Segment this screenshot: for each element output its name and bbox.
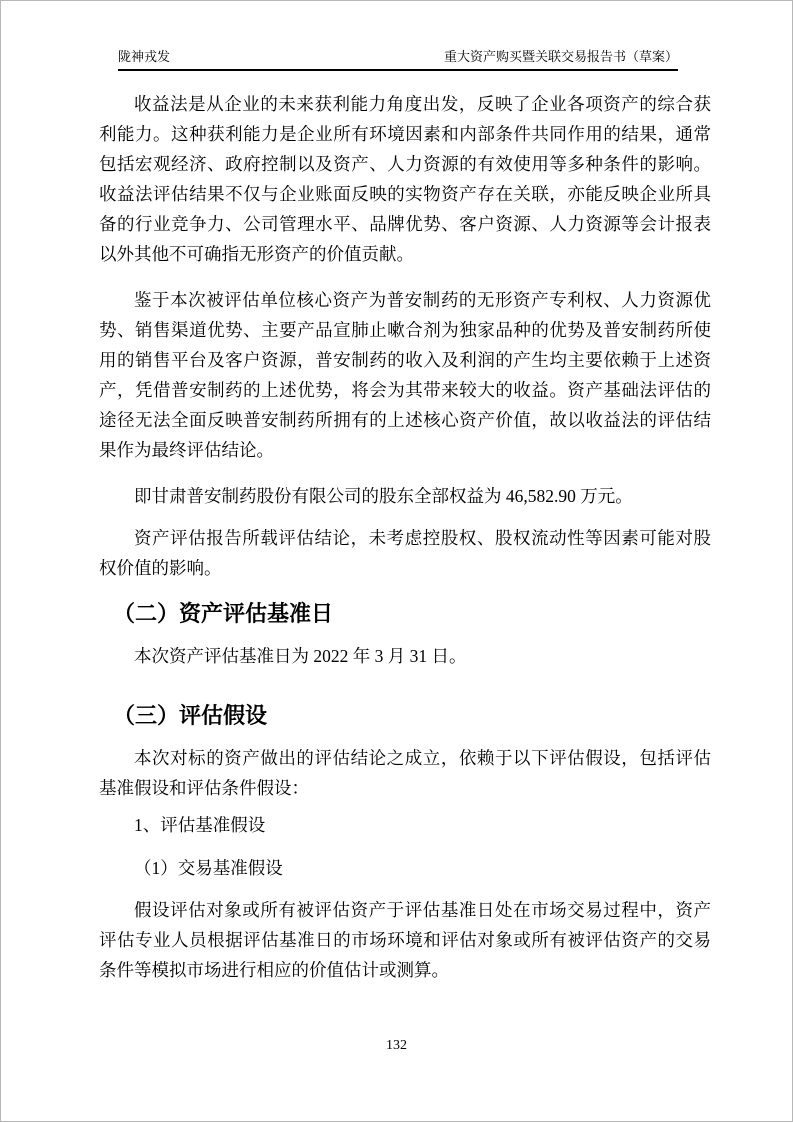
document-body: [99, 89, 711, 985]
page-number: 132: [386, 1038, 407, 1053]
section-heading-valuation-date: （二）资产评估基准日: [113, 601, 334, 626]
paragraph-equity-value: 即甘肃普安制药股份有限公司的股东全部权益为 46,582.90 万元。: [134, 486, 633, 506]
paragraph-income-method: 收益法是从企业的未来获利能力角度出发，反映了企业各项资产的综合获利能力。这种获利能力是企业所有环境因素和内部条件共同作用的结果，通常包括宏观经济、政府控制以及资产、人力资源的有效使用等多种条件的影响。收益法评估结果不仅与企业账面反映的实物资产存在关联，亦能反映企业所具备的行业竞争力、公司管理水平、品牌优势、客户资源、人力资源等会计报表以外其他不可确指无形资产的价值贡献。: [99, 94, 711, 264]
paragraph-conclusion-note: 资产评估报告所载评估结论，未考虑控股权、股权流动性等因素可能对股权价值的影响。: [99, 528, 711, 578]
paragraph-valuation-date: 本次资产评估基准日为 2022 年 3 月 31 日。: [134, 646, 467, 666]
list-item-transaction-assumption: （1）交易基准假设: [134, 858, 283, 878]
paragraph-assumptions-intro: 本次对标的资产做出的评估结论之成立，依赖于以下评估假设，包括评估基准假设和评估条件假设：: [99, 748, 711, 798]
page-footer: [1, 1037, 792, 1055]
section-heading-assumptions: （三）评估假设: [113, 703, 268, 728]
paragraph-core-assets: 鉴于本次被评估单位核心资产为普安制药的无形资产专利权、人力资源优势、销售渠道优势、主要产品宣肺止嗽合剂为独家品种的优势及普安制药所使用的销售平台及客户资源，普安制药的收入及利润的产生均主要依赖于上述资产，凭借普安制药的上述优势，将会为其带来较大的收益。资产基础法评估的途径无法全面反映普安制药所拥有的上述核心资产价值，故以收益法的评估结果作为最终评估结论。: [99, 290, 711, 460]
list-item-benchmark-assumption: 1、评估基准假设: [134, 815, 266, 835]
header-company-name: 陇神戎发: [118, 49, 171, 64]
header-report-title: 重大资产购买暨关联交易报告书（草案）: [443, 49, 678, 64]
paragraph-transaction-assumption-detail: 假设评估对象或所有被评估资产于评估基准日处在市场交易过程中，资产评估专业人员根据评估基准日的市场环境和评估对象或所有被评估资产的交易条件等模拟市场进行相应的价值估计或测算。: [99, 900, 711, 980]
page-header: [118, 49, 678, 71]
